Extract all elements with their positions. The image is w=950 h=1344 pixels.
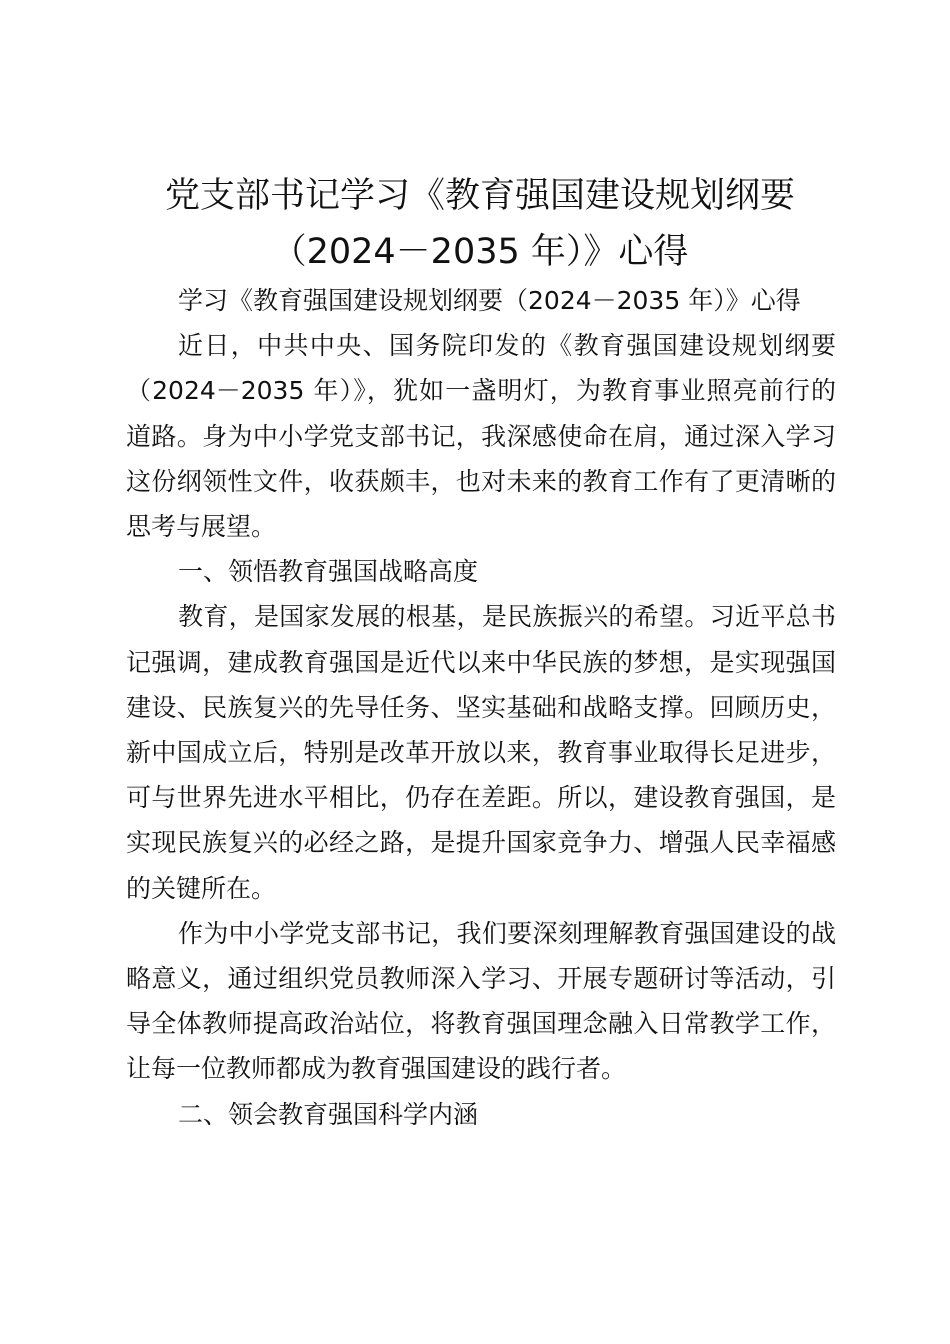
document-body [126,278,836,1137]
title-line-2: （2024－2035 年）》心得 [271,232,689,272]
subtitle-paragraph: 学习《教育强国建设规划纲要（2024－2035 年）》心得 [178,286,801,315]
intro-paragraph: 近日，中共中央、国务院印发的《教育强国建设规划纲要（2024－2035 年）》，犹如一盏明灯，为教育事业照亮前行的道路。身为中小学党支部书记，我深感使命在肩，通过深入学习这份纲领性文件，收获颇丰，也对未来的教育工作有了更清晰的思考与展望。 [126,331,836,542]
body-paragraph: 作为中小学党支部书记，我们要深刻理解教育强国建设的战略意义，通过组织党员教师深入学习、开展专题研讨等活动，引导全体教师提高政治站位，将教育强国理念融入日常教学工作，让每一位教师都成为教育强国建设的践行者。 [126,918,836,1084]
body-paragraph: 教育，是国家发展的根基，是民族振兴的希望。习近平总书记强调，建成教育强国是近代以来中华民族的梦想，是实现强国建设、民族复兴的先导任务、坚实基础和战略支撑。回顾历史，新中国成立后，特别是改革开放以来，教育事业取得长足进步，可与世界先进水平相比，仍存在差距。所以，建设教育强国，是实现民族复兴的必经之路，是提升国家竞争力、增强人民幸福感的关键所在。 [126,602,836,903]
section-heading-1: 一、领悟教育强国战略高度 [178,557,479,587]
document-title [100,168,860,280]
section-heading-2: 二、领会教育强国科学内涵 [178,1099,479,1129]
title-line-1: 党支部书记学习《教育强国建设规划纲要 [164,176,795,216]
